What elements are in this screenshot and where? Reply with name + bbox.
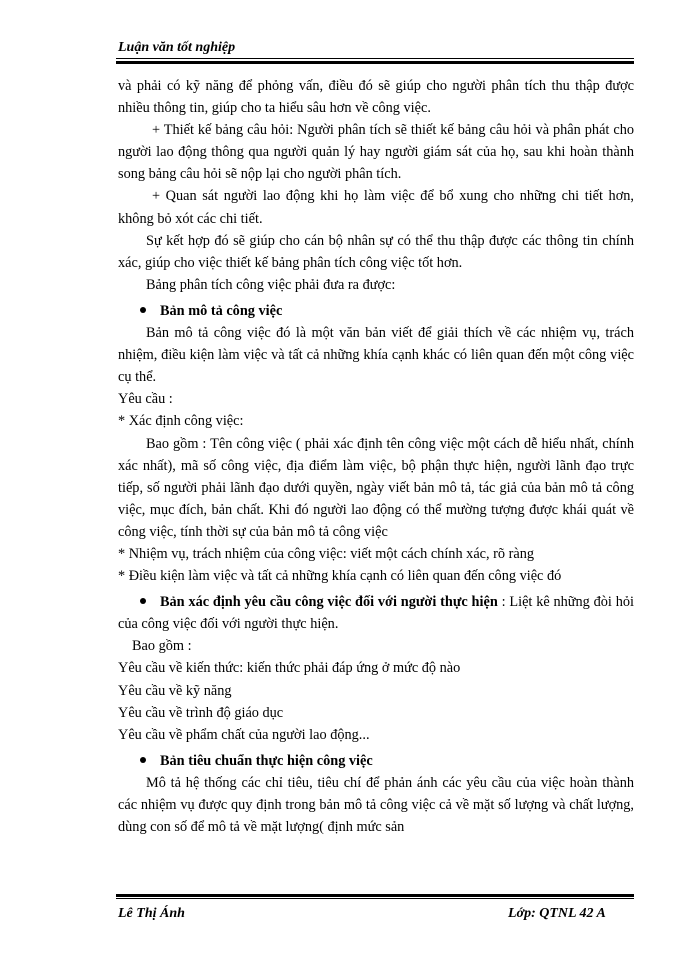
paragraph: Bản mô tả công việc đó là một văn bản viết để giải thích về các nhiệm vụ, trách nhiệm, điều kiện làm việc và tất cả những khía cạnh khác có liên quan đến một công việc cụ thể. (118, 325, 634, 386)
paragraph: Mô tả hệ thống các chỉ tiêu, tiêu chí để phản ánh các yêu cầu của việc hoàn thành các nhiệm vụ được quy định trong bản mô tả công việc cả về mặt số lượng và chất lượng, dùng con số để mô tả về mặt lượng( định mức sản (118, 774, 634, 836)
bullet-heading (118, 300, 634, 322)
paragraph: * Nhiệm vụ, trách nhiệm của công việc: viết một cách chính xác, rõ ràng (118, 545, 535, 562)
paragraph: Bao gồm : Tên công việc ( phải xác định tên công việc một cách dễ hiểu nhất, chính xác nhất), mã số công việc, địa điểm làm việc, bộ phận thực hiện, người lãnh đạo trực tiếp, số người phải lãnh đạo dưới quyền, ngày viết bản mô tả, tác giả của bản mô tả công việc, mục đích, bản chất. Khi đó người lao động có thể mường tượng được khái quát về công việc, tính thời sự của bản mô tả công việc (118, 435, 634, 540)
bullet-icon (140, 598, 146, 604)
bullet-heading-rest: : Liệt kê những đòi hỏi của công việc đối với người thực hiện. (118, 594, 634, 633)
footer-class: Lớp: QTNL 42 A (508, 906, 606, 921)
paragraph: * Xác định công việc: (118, 413, 244, 430)
bullet-heading-text: Bản xác định yêu cầu công việc đối với người thực hiện (160, 594, 498, 611)
paragraph: Sự kết hợp đó sẽ giúp cho cán bộ nhân sự có thể thu thập được các thông tin chính xác, giúp cho việc thiết kế bảng phân tích công việc tốt hơn. (118, 232, 634, 271)
paragraph: Yêu cầu về kiến thức: kiến thức phải đáp ứng ở mức độ nào (118, 660, 461, 677)
header-rule-thick (116, 61, 634, 64)
paragraph: Yêu cầu về kỹ năng (118, 682, 232, 699)
bullet-icon (140, 757, 146, 763)
paragraph: Bao gồm : (132, 638, 192, 655)
paragraph: và phải có kỹ năng để phỏng vấn, điều đó sẽ giúp cho người phân tích thu thập được nhiều thông tin, giúp cho ta hiểu sâu hơn về công việc. (118, 78, 634, 117)
body-text (118, 75, 634, 838)
paragraph: Yêu cầu về trình độ giáo dục (118, 704, 284, 721)
footer-rule-thick (116, 894, 634, 897)
paragraph: Bảng phân tích công việc phải đưa ra được: (146, 276, 396, 293)
bullet-heading-text: Bản mô tả công việc (160, 302, 283, 319)
bullet-heading-text: Bản tiêu chuẩn thực hiện công việc (160, 752, 373, 769)
paragraph: Yêu cầu về phẩm chất của người lao động... (118, 726, 370, 743)
paragraph: Yêu cầu : (118, 391, 173, 408)
paragraph: + Thiết kế bảng câu hỏi: Người phân tích sẽ thiết kế bảng câu hỏi và phân phát cho người lao động thông qua người quản lý hay người giám sát của họ, sau khi hoàn thành song bảng câu hỏi sẽ nộp lại cho người phân tích. (118, 122, 634, 183)
footer-rule-thin (116, 898, 634, 899)
bullet-icon (140, 307, 146, 313)
bullet-heading (118, 750, 634, 772)
paragraph: * Điều kiện làm việc và tất cả những khía cạnh có liên quan đến công việc đó (118, 568, 562, 585)
footer-author: Lê Thị Ánh (118, 906, 185, 921)
page-header-title: Luận văn tốt nghiệp (118, 40, 236, 55)
paragraph: + Quan sát người lao động khi họ làm việc để bổ xung cho những chi tiết hơn, không bỏ xót các chi tiết. (118, 188, 634, 227)
header-rule-thin (116, 58, 634, 59)
bullet-heading (118, 591, 634, 635)
